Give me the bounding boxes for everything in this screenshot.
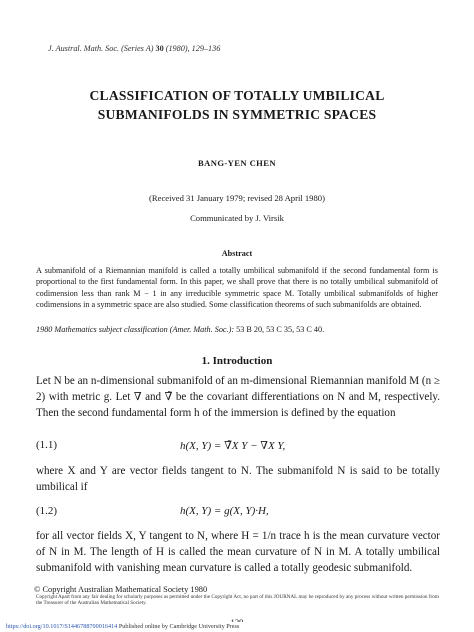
journal-name: J. Austral. Math. Soc. (Series A) xyxy=(48,44,156,53)
published-by: Published online by Cambridge University Press xyxy=(117,623,240,630)
intro-paragraph-1: Let N be an n-dimensional submanifold of an m-dimensional Riemannian manifold M (n ≥ 2) with metric g. Let ∇ and ∇̃ be the covariant differentiations on N and M, respectively. Then the second fundamental form h of the immersion is defined by the equation xyxy=(36,375,440,419)
title-line-1: CLASSIFICATION OF TOTALLY UMBILICAL xyxy=(89,88,385,103)
section-heading: 1. Introduction xyxy=(201,355,273,367)
communicated-by: Communicated by J. Virsik xyxy=(190,213,284,223)
copyright-line: © Copyright Australian Mathematical Society 1980 xyxy=(34,585,208,594)
equation-number-1-1: (1.1) xyxy=(36,439,58,451)
equation-number-1-2: (1.2) xyxy=(36,505,58,517)
journal-citation xyxy=(48,44,220,53)
msc-label: 1980 Mathematics subject classification xyxy=(36,325,168,334)
journal-year-pages: (1980), 129–136 xyxy=(163,44,221,53)
msc-source: (Amer. Math. Soc.): xyxy=(167,325,237,334)
equation-1-1: h(X, Y) = ∇̃X Y − ∇X Y, xyxy=(180,440,286,452)
msc-codes: 53 B 20, 53 C 35, 53 C 40. xyxy=(236,325,325,334)
doi-link[interactable]: https://doi.org/10.1017/S1446788700016414 xyxy=(6,623,118,630)
received-dates: (Received 31 January 1979; revised 28 April 1980) xyxy=(149,193,325,203)
intro-paragraph-2: where X and Y are vector fields tangent to N. The submanifold N is said to be totally umbilical if xyxy=(36,465,440,493)
copyright-fine-print: Copyright Apart from any fair dealing for scholarly purposes as permitted under the Copyright Act, no part of this JOURNAL may be reproduced by any process without written permission from the Treasurer of the Australian Mathematical Society. xyxy=(36,594,439,607)
paper-title xyxy=(0,86,474,124)
abstract-heading: Abstract xyxy=(221,249,253,258)
title-line-2: SUBMANIFOLDS IN SYMMETRIC SPACES xyxy=(97,107,377,122)
abstract-text: A submanifold of a Riemannian manifold is called a totally umbilical submanifold if the second fundamental form is proportional to the first fundamental form. In this paper, we shall prove that there is no totally umbilical submanifold of codimension less than rank M − 1 in any irreducible symmetric space M. Totally umbilical submanifolds of higher codimensions in a symmetric space are also studied. Some classification theorems of such submanifolds are obtained. xyxy=(36,266,438,310)
journal-volume: 30 xyxy=(155,44,164,53)
author-name: BANG-YEN CHEN xyxy=(197,158,276,168)
doi-footer xyxy=(6,623,239,630)
equation-1-2: h(X, Y) = g(X, Y)·H, xyxy=(180,505,269,517)
msc-classification xyxy=(36,325,324,334)
intro-paragraph-3: for all vector fields X, Y tangent to N, where H = 1/n trace h is the mean curvature vector of N in M. The length of H is called the mean curvature of N in M. A totally umbilical submanifold with vanishing mean curvature is called a totally geodesic submanifold. xyxy=(36,530,440,574)
